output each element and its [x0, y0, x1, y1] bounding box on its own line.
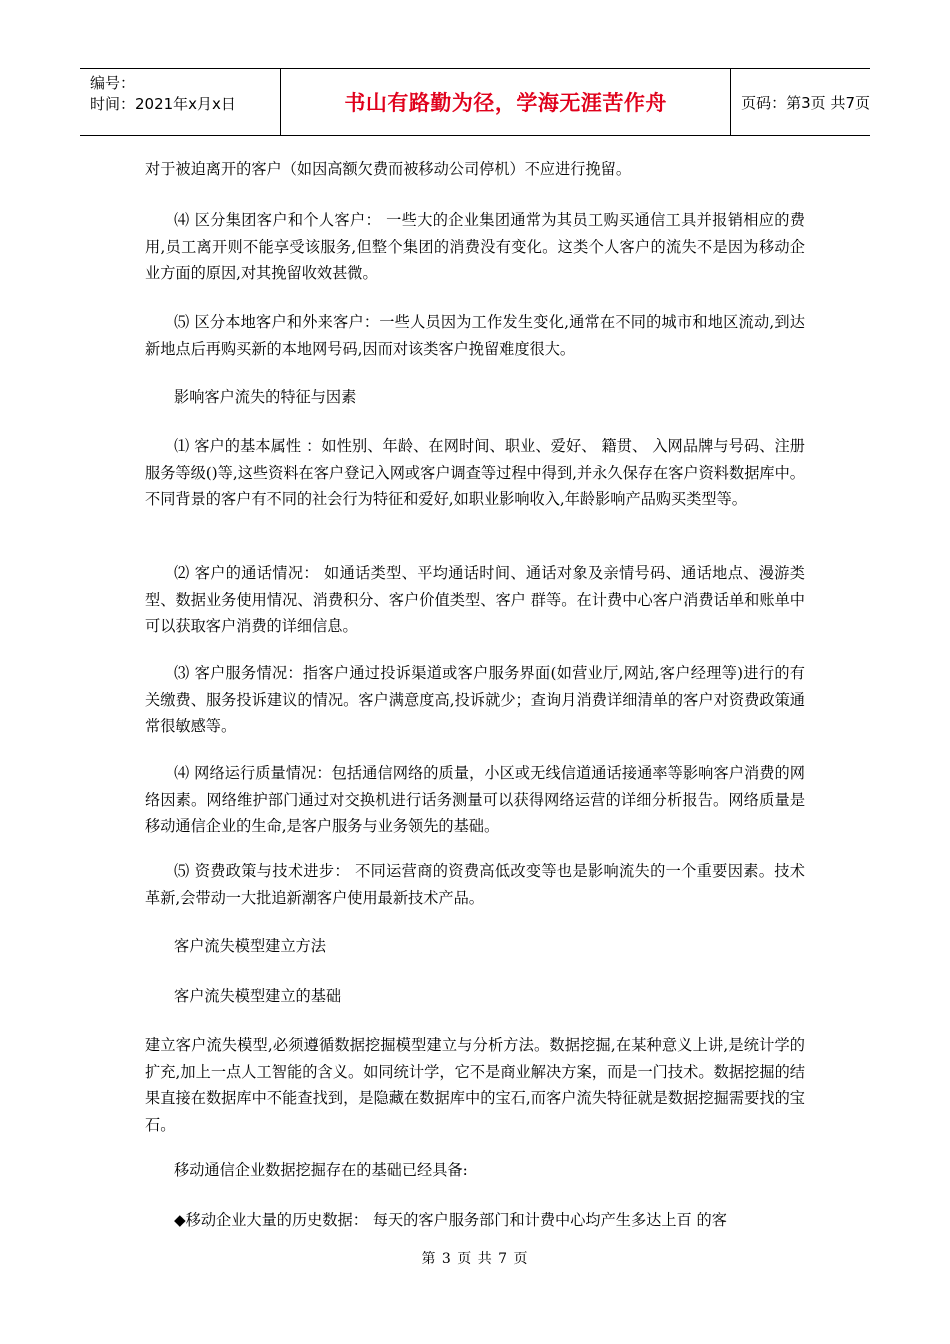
section-heading: 客户流失模型建立方法 [174, 937, 326, 955]
header-meta-cell [80, 69, 281, 135]
paragraph: ⑵ 客户的通话情况： 如通话类型、平均通话时间、通话对象及亲情号码、通话地点、漫游类型、数据业务使用情况、消费积分、客户价值类型、客户 群等。在计费中心客户消费话单和账单中可以获取客户消费的详细信息。 [145, 564, 805, 635]
paragraph: 移动通信企业数据挖掘存在的基础已经具备: [174, 1161, 468, 1179]
paragraph: ⑴ 客户的基本属性 ：如性别、年龄、在网时间、职业、爱好、 籍贯、 入网品牌与号码、注册服务等级()等,这些资料在客户登记入网或客户调查等过程中得到,并永久保存在客户资料数据库中。不同背景的客户有不同的社会行为特征和爱好,如职业影响收入,年龄影响产品购买类型等。 [145, 437, 805, 508]
number-label: 编号： [90, 74, 136, 92]
section-heading: 影响客户流失的特征与因素 [174, 388, 357, 406]
page-footer: 第 3 页 共 7 页 [421, 1251, 529, 1267]
paragraph: 对于被迫离开的客户（如因高额欠费而被移动公司停机）不应进行挽留。 [145, 160, 631, 178]
paragraph: ⑸ 区分本地客户和外来客户：一些人员因为工作发生变化,通常在不同的城市和地区流动,到达新地点后再购买新的本地网号码,因而对该类客户挽留难度很大。 [145, 313, 805, 358]
paragraph: ⑸ 资费政策与技术进步： 不同运营商的资费高低改变等也是影响流失的一个重要因素。技术革新,会带动一大批追新潮客户使用最新技术产品。 [145, 862, 805, 907]
paragraph: ⑷ 区分集团客户和个人客户： 一些大的企业集团通常为其员工购买通信工具并报销相应的费用,员工离开则不能享受该服务,但整个集团的消费没有变化。这类个人客户的流失不是因为移动企业方面的原因,对其挽留收效甚微。 [145, 211, 805, 282]
section-heading: 客户流失模型建立的基础 [174, 987, 342, 1005]
header-motto-cell [281, 69, 731, 135]
page-header [80, 68, 870, 136]
bullet-item: ◆移动企业大量的历史数据： 每天的客户服务部门和计费中心均产生多达上百 的客 [174, 1211, 727, 1229]
date-label: 时间：2021年x月x日 [90, 95, 236, 113]
motto-text: 书山有路勤为径，学海无涯苦作舟 [344, 91, 667, 115]
paragraph: 建立客户流失模型,必须遵循数据挖掘模型建立与分析方法。数据挖掘,在某种意义上讲,是统计学的扩充,加上一点人工智能的含义。如同统计学，它不是商业解决方案，而是一门技术。数据挖掘的结果直接在数据库中不能查找到，是隐藏在数据库中的宝石,而客户流失特征就是数据挖掘需要找的宝石。 [145, 1036, 805, 1134]
page-number-label: 页码：第3页 共7页 [741, 93, 870, 112]
header-page-cell [731, 69, 870, 135]
paragraph: ⑶ 客户服务情况：指客户通过投诉渠道或客户服务界面(如营业厅,网站,客户经理等)进行的有关缴费、服务投诉建议的情况。客户满意度高,投诉就少；查询月消费详细清单的客户对资费政策通常很敏感等。 [145, 664, 805, 735]
paragraph: ⑷ 网络运行质量情况：包括通信网络的质量，小区或无线信道通话接通率等影响客户消费的网络因素。网络维护部门通过对交换机进行话务测量可以获得网络运营的详细分析报告。网络质量是移动通信企业的生命,是客户服务与业务领先的基础。 [145, 764, 805, 835]
